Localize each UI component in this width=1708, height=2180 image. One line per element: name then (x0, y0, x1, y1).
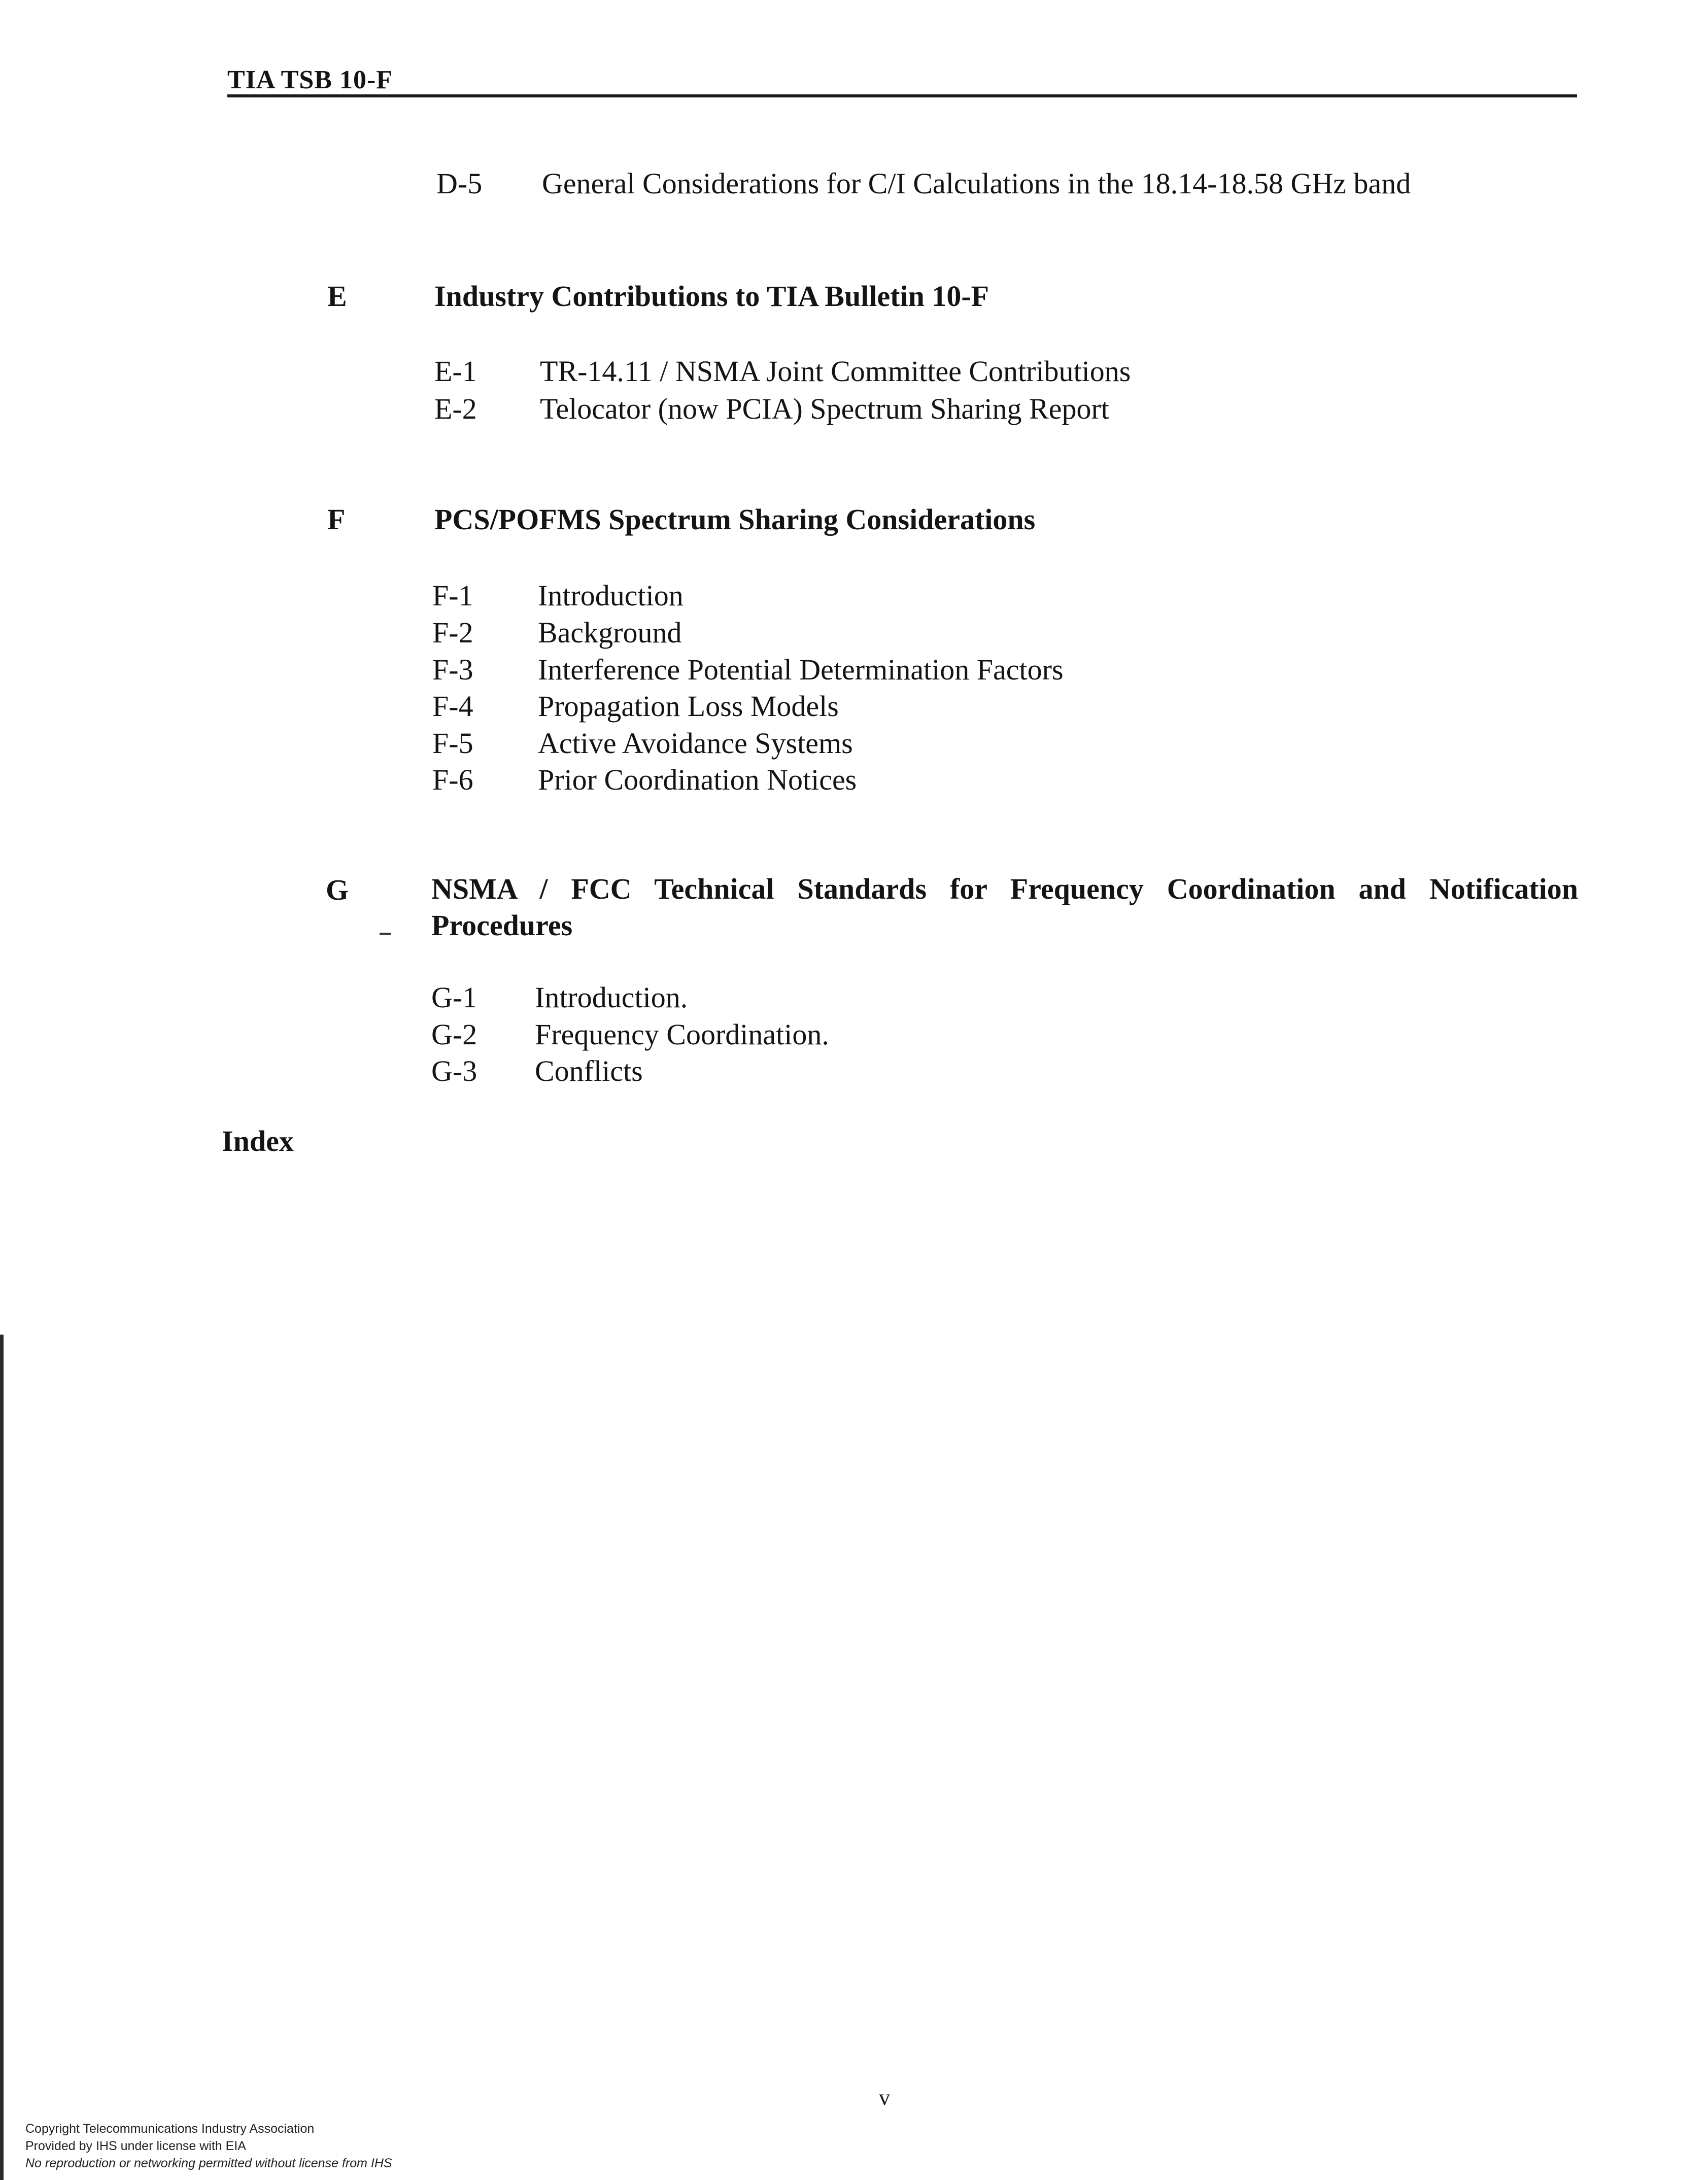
item-text: Prior Coordination Notices (538, 763, 857, 796)
item-text: Introduction (538, 579, 684, 612)
section-title: Industry Contributions to TIA Bulletin 10-F (434, 280, 989, 313)
item-number: F-6 (432, 763, 473, 796)
item-number: F-1 (432, 579, 473, 612)
item-number: F-2 (432, 616, 473, 649)
item-number: F-5 (432, 727, 473, 760)
item-text: Propagation Loss Models (538, 690, 839, 723)
item-number: D-5 (436, 167, 483, 200)
item-text: General Considerations for C/I Calculations in the 18.14-18.58 GHz band (542, 167, 1411, 200)
item-number: G-1 (431, 981, 477, 1014)
item-text: Conflicts (535, 1054, 643, 1087)
item-number: F-4 (432, 690, 473, 723)
scan-mark (380, 933, 391, 935)
item-number: F-3 (432, 653, 473, 686)
page-number: v (879, 2085, 890, 2110)
item-number: E-2 (434, 392, 477, 425)
footer-line: Copyright Telecommunications Industry Association (25, 2122, 315, 2136)
item-text: Introduction. (535, 981, 688, 1014)
item-number: G-3 (431, 1054, 477, 1087)
copyright-footer (25, 2120, 392, 2172)
section-title: NSMA / FCC Technical Standards for Frequency Coordination and Notification (431, 872, 1578, 905)
footer-line: Provided by IHS under license with EIA (25, 2139, 246, 2153)
header-rule (227, 94, 1577, 97)
section-letter: G (326, 873, 349, 906)
item-number: G-2 (431, 1018, 477, 1051)
item-text: TR-14.11 / NSMA Joint Committee Contributions (540, 355, 1131, 388)
index-heading: Index (222, 1125, 294, 1157)
item-text: Active Avoidance Systems (538, 727, 853, 760)
item-text: Telocator (now PCIA) Spectrum Sharing Report (540, 392, 1109, 425)
footer-line: No reproduction or networking permitted without license from IHS (25, 2156, 392, 2170)
item-text: Frequency Coordination. (535, 1018, 829, 1051)
section-title-continuation: Procedures (431, 909, 573, 942)
item-text: Interference Potential Determination Factors (538, 653, 1064, 686)
item-text: Background (538, 616, 682, 649)
running-header: TIA TSB 10-F (227, 65, 393, 94)
section-title: PCS/POFMS Spectrum Sharing Considerations (434, 503, 1036, 536)
section-letter: F (327, 503, 346, 536)
section-letter: E (327, 280, 347, 313)
scan-edge-bar (0, 1335, 4, 2180)
item-number: E-1 (434, 355, 477, 388)
